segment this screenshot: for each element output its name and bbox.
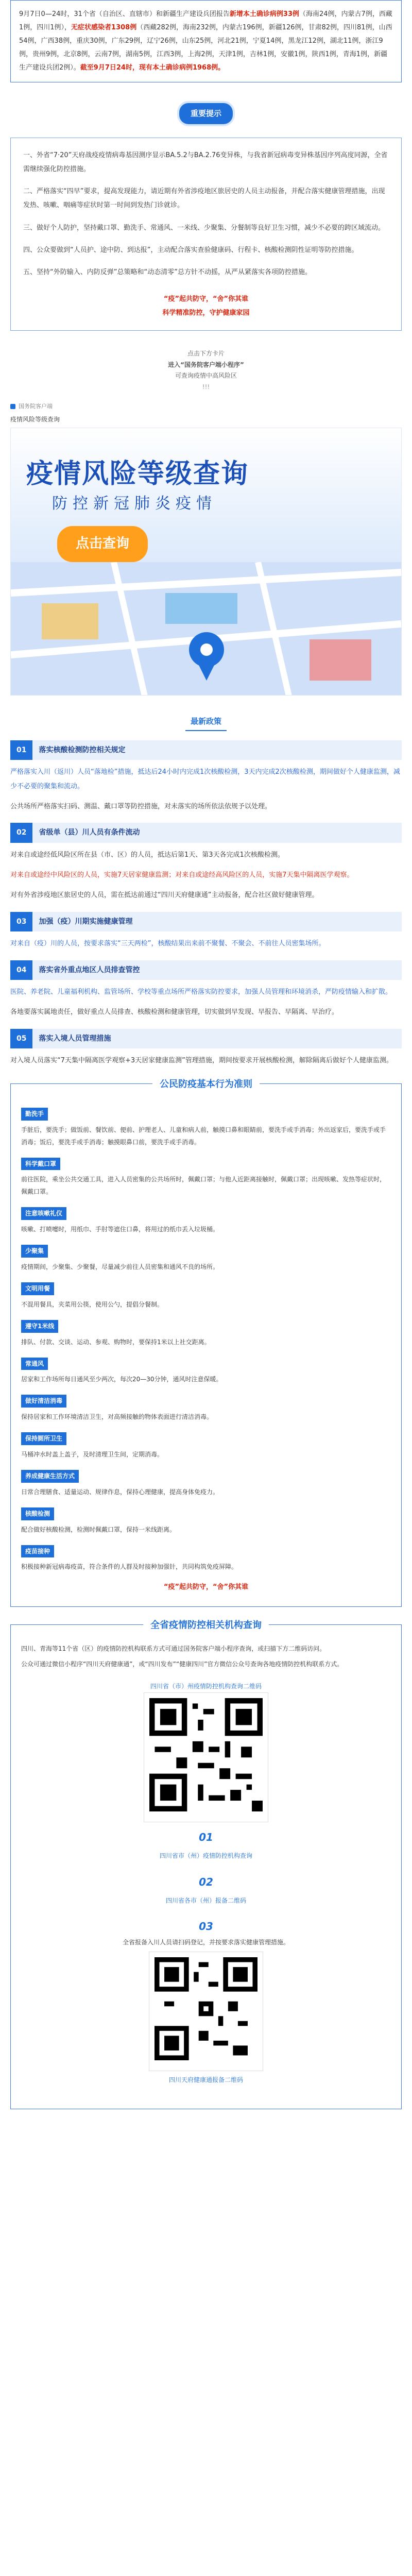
announcement-text: 截至9月7日24时，现有本土确诊病例1968例。 [80, 64, 225, 72]
section-number: 02 [10, 823, 32, 843]
guide-item-title: 文明用餐 [21, 1282, 54, 1295]
tip-item: 四、公众要做到“人员护、途中防、到达报”，主动配合落实查验健康码、行程卡、核酸检测阴性证明等防控措施。 [23, 246, 358, 254]
section-title: 省级单（县）川人员有条件流动 [39, 828, 140, 837]
qr-pattern [154, 1957, 258, 2060]
qr-number: 01 [199, 1831, 213, 1843]
section-paragraph: 各地要落实属地责任，做好重点人员排查、核酸检测和健康管理，切实做到早发现、早报告、早隔离、早治疗。 [10, 1008, 339, 1016]
section-header-03 [10, 912, 402, 932]
tips-header-wrap [0, 103, 412, 124]
qr-caption: 四川天府健康通报备二维码 [168, 2076, 243, 2084]
guide-slogan: “疫”起共防守，“舍”你其谁 [163, 1583, 249, 1591]
section-number: 04 [10, 960, 32, 980]
app-logo-icon [10, 404, 15, 409]
announcement-text: 无症状感染者1308例 [71, 24, 137, 31]
guide-item-text: 配合做好核酸检测，检测时佩戴口罩，保持一米线距离。 [21, 1526, 176, 1533]
guide-item-title: 勤洗手 [21, 1108, 48, 1121]
section-paragraph: 对来自（疫）川的人员，按要求落实“三天两检”，核酸结果出来前不聚餐、不聚会、不前往人员密集场所。 [10, 940, 325, 948]
section-paragraph: 严格落实入川（返川）人员“落地检”措施，抵达后24小时内完成1次核酸检测，3天内完成2次核酸检测，期间做好个人健康监测，减少不必要的聚集和流动。 [10, 768, 400, 790]
tip-item: 二、严格落实“四早”要求，提高发现能力，请近期有外省涉疫地区旅居史的人员主动报备，并配合落实健康管理措施，出现发热、咳嗽、咽痛等症状时第一时间到发热门诊就诊。 [23, 188, 385, 210]
guide-item-text: 咳嗽、打喷嚏时，用纸巾、手肘等遮住口鼻，将用过的纸巾丢入垃圾桶。 [21, 1226, 219, 1233]
platform-header-wrap [21, 1617, 391, 1634]
intro-line1: 点击下方卡片 [187, 350, 225, 358]
announcement-text: 新增本土确诊病例33例 [229, 10, 299, 18]
tip-item: 三、做好个人防护，坚持戴口罩、勤洗手、常通风、一米线、少聚集、分餐制等良好卫生习惯，减少不必要的跨区域流动。 [23, 224, 385, 232]
guide-item-title: 核酸检测 [21, 1507, 54, 1520]
guide-item-text: 疫情期间，少聚集、少聚餐，尽量减少前往人员密集和通风不良的场所。 [21, 1263, 219, 1271]
section-number: 03 [10, 912, 32, 932]
guide-item-title: 注意咳嗽礼仪 [21, 1207, 66, 1220]
section-header-01 [10, 740, 402, 760]
miniprogram-intro [0, 348, 412, 393]
guide-header: 公民防疫基本行为准则 [152, 1079, 260, 1090]
qr-label: 四川省（市）州疫情防控机构查询二维码 [150, 1683, 262, 1690]
section-header-05 [10, 1029, 402, 1049]
guide-items [21, 1101, 391, 1573]
section-body-04 [10, 985, 402, 1020]
miniprogram-card-title[interactable]: 疫情风险等级查询 [10, 416, 60, 423]
guide-item-title: 科学戴口罩 [21, 1158, 60, 1171]
tips-slogan-line1: “疫”起共防守，“舍”你其谁 [163, 295, 249, 303]
qr-caption: 四川省市（州）疫情防控机构查询 [159, 1852, 252, 1859]
platform-box [10, 1620, 402, 2109]
tip-item: 五、坚持“外防输入、内防反弹”总策略和“动态清零”总方针不动摇，从严从紧落实各项防控措施。 [23, 268, 312, 277]
platform-header: 全省疫情防控相关机构查询 [143, 1620, 269, 1631]
announcement-text: （西藏282例，海南232例，内蒙古196例，新疆126例，甘肃82例，四川81例，山西54例，广西38例，重庆30例，广东29例，辽宁26例，山东25例，河北21例，宁夏14例，黑龙江12例，湖北11例，浙江9例，贵州9例，北京8例，云南7例，湖南5例，江西3例，上海2例，天津1例，吉林1例，安徽1例，陕西1例，青海1例，新疆生产建设兵团2例）。 [19, 24, 392, 72]
latest-policy-header [0, 713, 412, 731]
guide-item-text: 不混用餐具，夹菜用公筷，使用公勺，提倡分餐制。 [21, 1300, 164, 1308]
section-title: 落实核酸检测防控相关规定 [39, 745, 126, 754]
tips-header: 重要提示 [179, 103, 233, 124]
query-button[interactable]: 点击查询 [57, 526, 148, 562]
qr-number: 02 [199, 1875, 213, 1888]
qr-block-03 [21, 1917, 391, 2086]
risk-query-poster[interactable] [10, 428, 402, 696]
poster-title: 疫情风险等级查询 [26, 459, 249, 490]
guide-item-title: 遵守1米线 [21, 1320, 58, 1333]
guide-item-text: 排队、付款、交谈、运动、参观、购物时，要保持1米以上社交距离。 [21, 1338, 211, 1346]
section-title: 落实省外重点地区人员排查管控 [39, 965, 140, 974]
section-header-04 [10, 960, 402, 980]
section-body-03 [10, 937, 402, 951]
guide-item-title: 疫苗接种 [21, 1545, 54, 1558]
poster-subtitle: 防控新冠肺炎疫情 [52, 495, 217, 513]
qr-code-icon[interactable] [144, 1692, 268, 1822]
tips-box [10, 138, 402, 331]
intro-dots: !!! [202, 383, 210, 391]
section-body-02 [10, 848, 402, 903]
announcement-text: 9月7日0—24时，31个省（自治区、直辖市）和新疆生产建设兵团报告 [19, 10, 230, 18]
guide-item-text: 保持居家和工作环境清洁卫生，对高频接触的物体表面进行清洁消毒。 [21, 1413, 213, 1421]
policy-sections [0, 740, 412, 1068]
section-header-02 [10, 823, 402, 843]
section-paragraph: 对有外省涉疫地区旅居史的人员，需在抵达前通过“四川天府健康通”主动报备，配合社区做好健康管理。 [10, 891, 319, 900]
qr-block-02 [21, 1872, 391, 1907]
platform-intro: 公众可通过微信小程序“四川天府健康通”，或“四川发布”“健康四川”官方微信公众号查询各地疫情防控机构联系方式。 [21, 1660, 344, 1668]
map-illustration [11, 562, 401, 696]
section-number: 05 [10, 1029, 32, 1049]
guide-item-text: 前往医院，乘坐公共交通工具，进入人员密集的公共场所时，佩戴口罩；与他人近距离接触时，佩戴口罩；出现咳嗽、发热等症状时，佩戴口罩。 [21, 1176, 386, 1196]
tips-slogan [23, 292, 389, 320]
section-title: 落实入境人员管理措施 [39, 1034, 111, 1043]
guide-item-title: 常通风 [21, 1358, 48, 1370]
guide-item-text: 居家和工作场所每日通风至少两次，每次20—30分钟，通风时注意保暖。 [21, 1376, 222, 1383]
latest-policy-label: 最新政策 [185, 713, 227, 731]
conduct-guide-box [10, 1078, 402, 1607]
qr-number: 03 [199, 1920, 213, 1933]
section-paragraph: 医院、养老院、儿童福利机构、监管场所、学校等重点场所严格落实防控要求，加强人员管理和环境消杀，严防疫情输入和扩散。 [10, 988, 392, 996]
qr-intro-text: 全省报备入川人员请扫码登记，并按要求落实健康管理措施。 [122, 1939, 289, 1946]
intro-line3: 可查询疫情中高风险区 [175, 372, 237, 380]
guide-item-title: 养成健康生活方式 [21, 1470, 79, 1483]
guide-item-title: 保持厕所卫生 [21, 1432, 66, 1445]
tip-item: 一、外省“7·20”天府战疫疫情病毒基因测序显示BA.5.2与BA.2.76变异株，与我省新冠病毒变异株基因序列高度同源，全省需继续强化防控措施。 [23, 151, 388, 173]
guide-item-title: 做好清洁消毒 [21, 1395, 66, 1408]
qr-caption: 四川省各市（州）报备二维码 [165, 1896, 246, 1904]
section-paragraph: 对来自或途经低风险区所在县（市、区）的人员，抵达后第1天、第3天各完成1次核酸检测。 [10, 851, 284, 859]
miniprogram-name: 国务院客户端 [19, 402, 53, 410]
platform-intro: 四川、青海等11个省（区）的疫情防控机构联系方式可通过国务院客户端小程序查询，或扫描下方二维码访问。 [21, 1645, 326, 1653]
intro-line2 [0, 360, 412, 371]
section-paragraph: 公共场所严格落实扫码、测温、戴口罩等防控措施，对未落实的场所依法依规予以处理。 [10, 802, 272, 810]
section-body-01 [10, 765, 402, 814]
section-paragraph: 对入境人员落实“7天集中隔离医学观察+3天居家健康监测”管理措施，期间按要求开展核酸检测，解除隔离后做好个人健康监测。 [10, 1057, 393, 1065]
guide-item-text: 马桶冲水时盖上盖子，及时清理卫生间，定期消毒。 [21, 1451, 164, 1459]
qr-pattern [149, 1698, 263, 1811]
qr-block-01 [21, 1681, 391, 1861]
section-paragraph: 对来自或途经中风险区的人员，实施7天居家健康监测；对来自或途经高风险区的人员，实施7天集中隔离医学观察。 [10, 871, 354, 879]
guide-item-text: 积极接种新冠病毒疫苗，符合条件的人群及时接种加强针，共同构筑免疫屏障。 [21, 1563, 238, 1571]
guide-header-wrap [21, 1076, 391, 1093]
tips-slogan-line2: 科学精准防控，守护健康家园 [162, 309, 250, 317]
miniprogram-card-header[interactable] [10, 401, 402, 412]
announcement-text: （海南24例，内蒙古7例，西藏1例，四川1例）， [19, 10, 392, 31]
intro-line2-text: 进入“国务院客户端小程序” [168, 361, 244, 368]
announcement-box [10, 0, 402, 82]
guide-item-text: 日常合理膳食、适量运动、规律作息，保持心理健康，提高身体免疫力。 [21, 1488, 219, 1496]
guide-item-title: 少聚集 [21, 1245, 48, 1258]
section-title: 加强（疫）川期实施健康管理 [39, 917, 133, 926]
section-body-05 [10, 1054, 402, 1067]
guide-item-text: 手脏后，要洗手；做饭前、餐饮前、便前、护理老人、儿童和病人前，触摸口鼻和眼睛前，要洗手或手消毒；外出返家后，要洗手或手消毒；饭后，要洗手或手消毒；触摸眼鼻口前，要洗手或手消毒。 [21, 1126, 386, 1146]
qr-code-icon[interactable] [149, 1952, 263, 2071]
section-number: 01 [10, 740, 32, 760]
